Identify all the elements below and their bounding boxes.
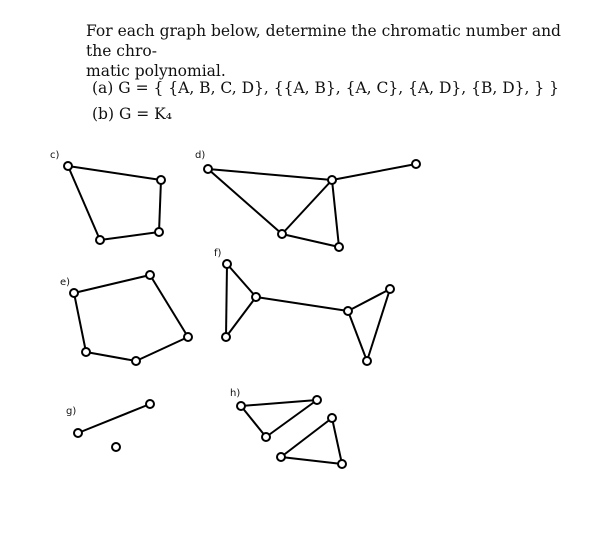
- graph-label-d: d): [195, 150, 206, 161]
- graph-label-g: g): [66, 406, 77, 417]
- graph-f: [214, 248, 394, 365]
- graph-label-f: f): [214, 248, 222, 259]
- graph-d: [195, 150, 420, 251]
- intro-line-1: For each graph below, determine the chromatic number and the chro-: [86, 22, 561, 60]
- graph-g: [66, 400, 154, 451]
- graph-h: [230, 388, 346, 468]
- item-a: (a) G = { {A, B, C, D}, {{A, B}, {A, C}, {A, D}, {B, D}, } }: [92, 79, 560, 97]
- graph-c: [50, 150, 165, 244]
- graph-e: [60, 271, 192, 365]
- item-b: (b) G = K₄: [92, 105, 172, 123]
- intro-line-2: matic polynomial.: [86, 62, 226, 80]
- graph-label-h: h): [230, 388, 241, 399]
- graph-label-c: c): [50, 150, 60, 161]
- graph-label-e: e): [60, 277, 71, 288]
